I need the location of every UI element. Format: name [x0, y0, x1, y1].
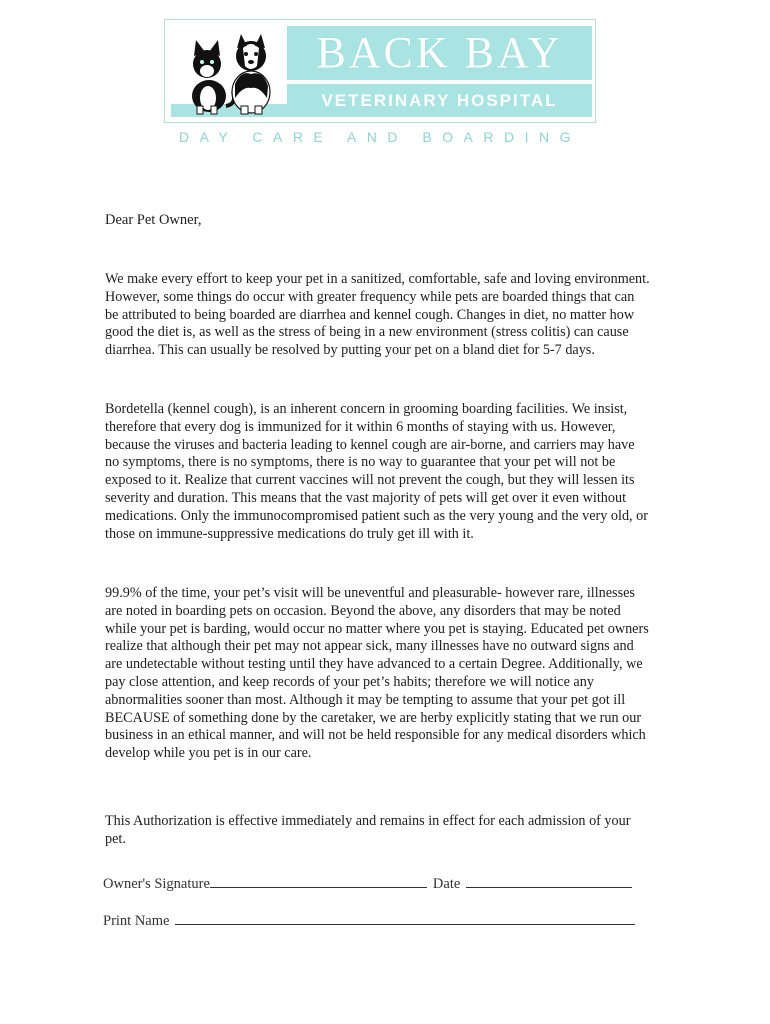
- paragraph-authorization: This Authorization is effective immediately and remains in effect for each admission of your pet.: [105, 813, 631, 847]
- print-name-label: Print Name: [103, 913, 170, 929]
- print-name-row: [103, 911, 635, 930]
- paragraph-liability: 99.9% of the time, your pet’s visit will be uneventful and pleasurable- however rare, illnesses are noted in boarding pets on occasion. Beyond the above, any disorders that may be noted while your pet is barding, would occur no matter where you pet is staying. Educated pet owners realize that although their pet may not appear sick, many illnesses have no outward signs and are undetectable without testing until they have advanced to a certain Degree. Additionally, we pay close attention, and keep records of your pet’s habits; therefore we will notice any abnormalities sooner than most. Although it may be tempting to assume that your pet got ill BECAUSE of something done by the caretaker, we are herby explicitly stating that we run our business in an ethical manner, and will not be held responsible for any medical disorders which develop while you pet is in our care.: [105, 585, 649, 762]
- signature-row: [103, 874, 632, 893]
- print-name-field[interactable]: [175, 911, 635, 925]
- salutation: Dear Pet Owner,: [105, 212, 202, 228]
- paragraph-diarrhea: We make every effort to keep your pet in a sanitized, comfortable, safe and loving environment. However, some things do occur with greater frequency while pets are boarded things that can be attributed to being boarded are diarrhea and kennel cough. Changes in diet, no matter how good the diet is, as well as the stress of being in a new environment (stress colitis) can cause diarrhea. This can usually be resolved by putting your pet on a bland diet for 5-7 days.: [105, 271, 650, 359]
- logo-title: BACK BAY: [316, 28, 563, 77]
- letterhead-tagline: DAY CARE AND BOARDING: [178, 129, 582, 145]
- letterhead: [164, 19, 596, 123]
- logo-subtitle: VETERINARY HOSPITAL: [321, 91, 558, 110]
- date-field[interactable]: [466, 874, 632, 888]
- date-label: Date: [432, 876, 461, 892]
- owner-signature-label: Owner's Signature: [103, 876, 210, 892]
- paragraph-kennel-cough: Bordetella (kennel cough), is an inherent concern in grooming boarding facilities. We insist, therefore that every dog is immunized for it within 6 months of staying with us. However, because the viruses and bacteria leading to kennel cough are air-borne, and carriers may have no symptoms, there is no symptoms, there is no way to guarantee that your pet will not be exposed to it. Realize that current vaccines will not prevent the cough, but they will lessen its severity and duration. This means that the vast majority of pets will get over it even without medications. Only the immunocompromised patient such as the very young and the very old, or those on immune-suppressive medications do truly get ill with it.: [105, 401, 648, 542]
- owner-signature-field[interactable]: [210, 874, 427, 888]
- cat-and-dog-icon: [171, 26, 283, 116]
